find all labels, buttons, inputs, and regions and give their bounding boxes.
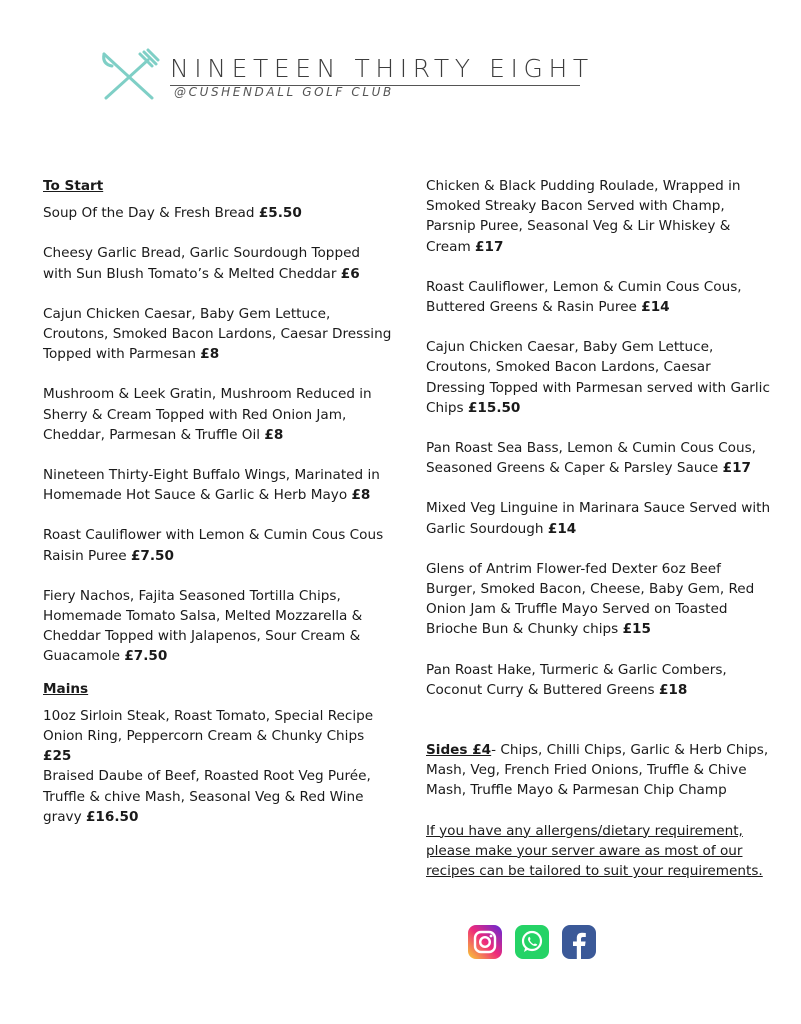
item-price: £17	[722, 460, 752, 477]
item-price: £16.50	[85, 808, 139, 825]
item-price: £15	[622, 621, 651, 638]
item-description: Cajun Chicken Caesar, Baby Gem Lettuce, Croutons, Smoked Bacon Lardons, Caesar Dressing Topped with Parmesan served with Garlic Chips	[426, 339, 770, 416]
allergen-note: If you have any allergens/dietary requirement, please make your server aware as most of our recipes can be tailored to suit your requirements.	[426, 822, 763, 880]
restaurant-name: NINETEEN THIRTY EIGHT	[170, 54, 594, 83]
item-price: £14	[547, 520, 577, 537]
item-description: Nineteen Thirty-Eight Buffalo Wings, Marinated in Homemade Hot Sauce & Garlic & Herb Mayo	[43, 467, 380, 504]
item-price: £8	[351, 487, 371, 504]
item-description: Roast Cauliflower, Lemon & Cumin Cous Cous, Buttered Greens & Rasin Puree	[426, 278, 742, 316]
item-description: Mixed Veg Linguine in Marinara Sauce Served with Garlic Sourdough	[426, 500, 771, 537]
item-description: Fiery Nachos, Fajita Seasoned Tortilla Chips, Homemade Tomato Salsa, Melted Mozzarella & Cheddar Topped with Jalapenos, Sour Cream & Guacamole	[43, 587, 363, 665]
menu-header	[98, 44, 718, 104]
menu-item	[426, 277, 771, 317]
item-description: Pan Roast Sea Bass, Lemon & Cumin Cous Cous, Seasoned Greens & Caper & Parsley Sauce	[426, 440, 757, 477]
menu-item	[43, 465, 393, 505]
sides-text: - Chips, Chilli Chips, Garlic & Herb Chips, Mash, Veg, French Fried Onions, Truffle & Chive Mash, Truffle Mayo & Parmesan Chip Champ	[426, 742, 769, 799]
right-column	[426, 176, 771, 901]
item-description: Chicken & Black Pudding Roulade, Wrapped in Smoked Streaky Bacon Served with Champ, Parsnip Puree, Seasonal Veg & Lir Whiskey & Cream	[426, 178, 741, 255]
item-price: £7.50	[130, 547, 174, 564]
sides-section	[426, 740, 771, 801]
starters-heading: To Start	[43, 178, 104, 194]
menu-item	[43, 203, 393, 223]
whatsapp-icon[interactable]	[515, 925, 549, 959]
item-description: Pan Roast Hake, Turmeric & Garlic Combers, Coconut Curry & Buttered Greens	[426, 661, 727, 698]
item-price: £18	[658, 681, 688, 698]
instagram-icon[interactable]	[468, 925, 502, 959]
menu-item	[426, 559, 771, 640]
crossed-knife-fork-icon	[98, 48, 162, 102]
left-column	[43, 176, 393, 827]
menu-item	[426, 498, 771, 538]
item-description: Braised Daube of Beef, Roasted Root Veg Purée, Truffle & chive Mash, Seasonal Veg & Red Wine gravy	[43, 768, 371, 825]
item-description: Soup Of the Day & Fresh Bread	[43, 205, 255, 222]
menu-item	[426, 660, 771, 700]
item-price: £7.50	[124, 648, 168, 665]
menu-item	[43, 766, 393, 827]
menu-item	[426, 176, 771, 257]
item-description: Glens of Antrim Flower-fed Dexter 6oz Beef Burger, Smoked Bacon, Cheese, Baby Gem, Red Onion Jam & Truffle Mayo Served on Toasted Brioche Bun & Chunky chips	[426, 560, 755, 638]
item-price: £14	[641, 299, 670, 316]
restaurant-subtitle: @CUSHENDALL GOLF CLUB	[174, 85, 394, 99]
item-price: £25	[43, 748, 72, 765]
item-description: Cajun Chicken Caesar, Baby Gem Lettuce, Croutons, Smoked Bacon Lardons, Caesar Dressing Topped with Parmesan	[43, 305, 392, 363]
item-price: £8	[200, 346, 220, 363]
menu-item	[426, 438, 771, 478]
item-price: £5.50	[258, 205, 302, 222]
menu-item	[43, 525, 393, 565]
item-description: Cheesy Garlic Bread, Garlic Sourdough Topped with Sun Blush Tomato’s & Melted Cheddar	[43, 245, 361, 282]
item-description: 10oz Sirloin Steak, Roast Tomato, Special Recipe Onion Ring, Peppercorn Cream & Chunky Chips	[43, 707, 374, 745]
mains-heading: Mains	[43, 680, 89, 697]
item-description: Roast Cauliflower with Lemon & Cumin Cous Cous Raisin Puree	[43, 527, 384, 564]
menu-item	[43, 706, 393, 767]
menu-item	[43, 384, 393, 445]
menu-item	[426, 337, 771, 418]
sides-label: Sides £4	[426, 742, 492, 759]
facebook-icon[interactable]	[562, 925, 596, 959]
item-description: Mushroom & Leek Gratin, Mushroom Reduced in Sherry & Cream Topped with Red Onion Jam, Cheddar, Parmesan & Truffle Oil	[43, 386, 372, 443]
menu-item	[43, 304, 393, 365]
item-price: £15.50	[467, 399, 521, 416]
menu-item	[43, 586, 393, 667]
item-price: £8	[264, 426, 284, 443]
menu-item	[43, 243, 393, 283]
item-price: £17	[475, 238, 504, 255]
item-price: £6	[340, 265, 360, 282]
